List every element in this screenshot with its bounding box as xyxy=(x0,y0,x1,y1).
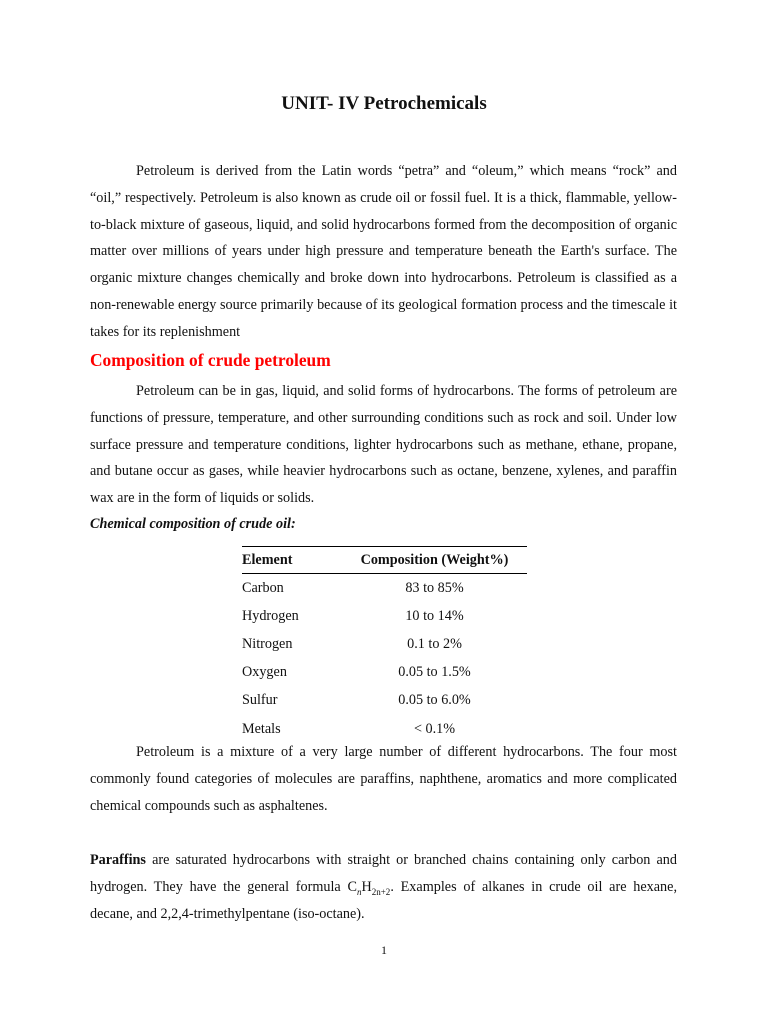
element-cell: Nitrogen xyxy=(242,635,293,652)
table-row xyxy=(242,659,527,687)
paraffins-term: Paraffins xyxy=(90,852,146,868)
element-cell: Sulfur xyxy=(242,692,278,709)
element-cell: Hydrogen xyxy=(242,607,299,624)
paraffins-text-1: are saturated hydrocarbons with straight or branched chains containing only carbon and hydrogen. They have the general formula xyxy=(90,852,677,895)
composition-cell: 83 to 85% xyxy=(405,579,464,596)
mixture-paragraph: Petroleum is a mixture of a very large number of different hydrocarbons. The four most commonly found categories of molecules are paraffins, naphthene, aromatics and more complicated chemical compounds such as asphaltenes. xyxy=(90,744,677,814)
paraffins-text-2: . Examples of alkanes in crude oil are hexane, decane, and 2,2,4-trimethylpentane (iso-octane). xyxy=(90,878,677,922)
element-cell: Metals xyxy=(242,720,281,737)
composition-cell: < 0.1% xyxy=(413,720,456,737)
table-header-row xyxy=(242,547,527,574)
formula-c: C xyxy=(347,878,357,895)
composition-table xyxy=(242,546,527,743)
table-row xyxy=(242,574,527,603)
paraffins-paragraph xyxy=(90,847,677,927)
composition-cell: 0.1 to 2% xyxy=(407,635,462,652)
table-row xyxy=(242,630,527,658)
formula-h-sub: 2n+2 xyxy=(371,886,391,897)
composition-cell: 0.05 to 6.0% xyxy=(398,692,471,709)
section-heading: Composition of crude petroleum xyxy=(90,350,331,370)
table-caption: Chemical composition of crude oil: xyxy=(90,516,296,532)
element-cell: Oxygen xyxy=(242,664,287,681)
intro-paragraph: Petroleum is derived from the Latin words “petra” and “oleum,” which means “rock” and “oil,” respectively. Petroleum is also known as crude oil or fossil fuel. It is a thick, flammable, yellow-to-black mixture of gaseous, liquid, and solid hydrocarbons formed from the decomposition of organic matter over millions of years under high pressure and temperature beneath the Earth's surface. The organic mixture changes chemically and broke down into hydrocarbons. Petroleum is classified as a non-renewable energy source primarily because of its geological formation process and the timescale it takes for its replenishment xyxy=(90,163,677,340)
formula-h: H xyxy=(361,878,372,895)
page-title: UNIT- IV Petrochemicals xyxy=(281,93,487,114)
element-cell: Carbon xyxy=(242,579,284,596)
column-header-element: Element xyxy=(242,547,342,574)
page-number: 1 xyxy=(381,943,387,957)
table-row xyxy=(242,602,527,630)
composition-cell: 10 to 14% xyxy=(405,607,464,624)
formula-n: n xyxy=(356,886,362,897)
composition-paragraph: Petroleum can be in gas, liquid, and solid forms of hydrocarbons. The forms of petroleum are functions of pressure, temperature, and other surrounding conditions such as rock and soil. Under low surface pressure and temperature conditions, lighter hydrocarbons such as methane, ethane, propane, and butane occur as gases, while heavier hydrocarbons such as octane, benzene, xylenes, and paraffin wax are in the form of liquids or solids. xyxy=(90,383,677,507)
table-row xyxy=(242,687,527,715)
column-header-composition: Composition (Weight%) xyxy=(342,547,527,574)
composition-cell: 0.05 to 1.5% xyxy=(398,664,471,681)
